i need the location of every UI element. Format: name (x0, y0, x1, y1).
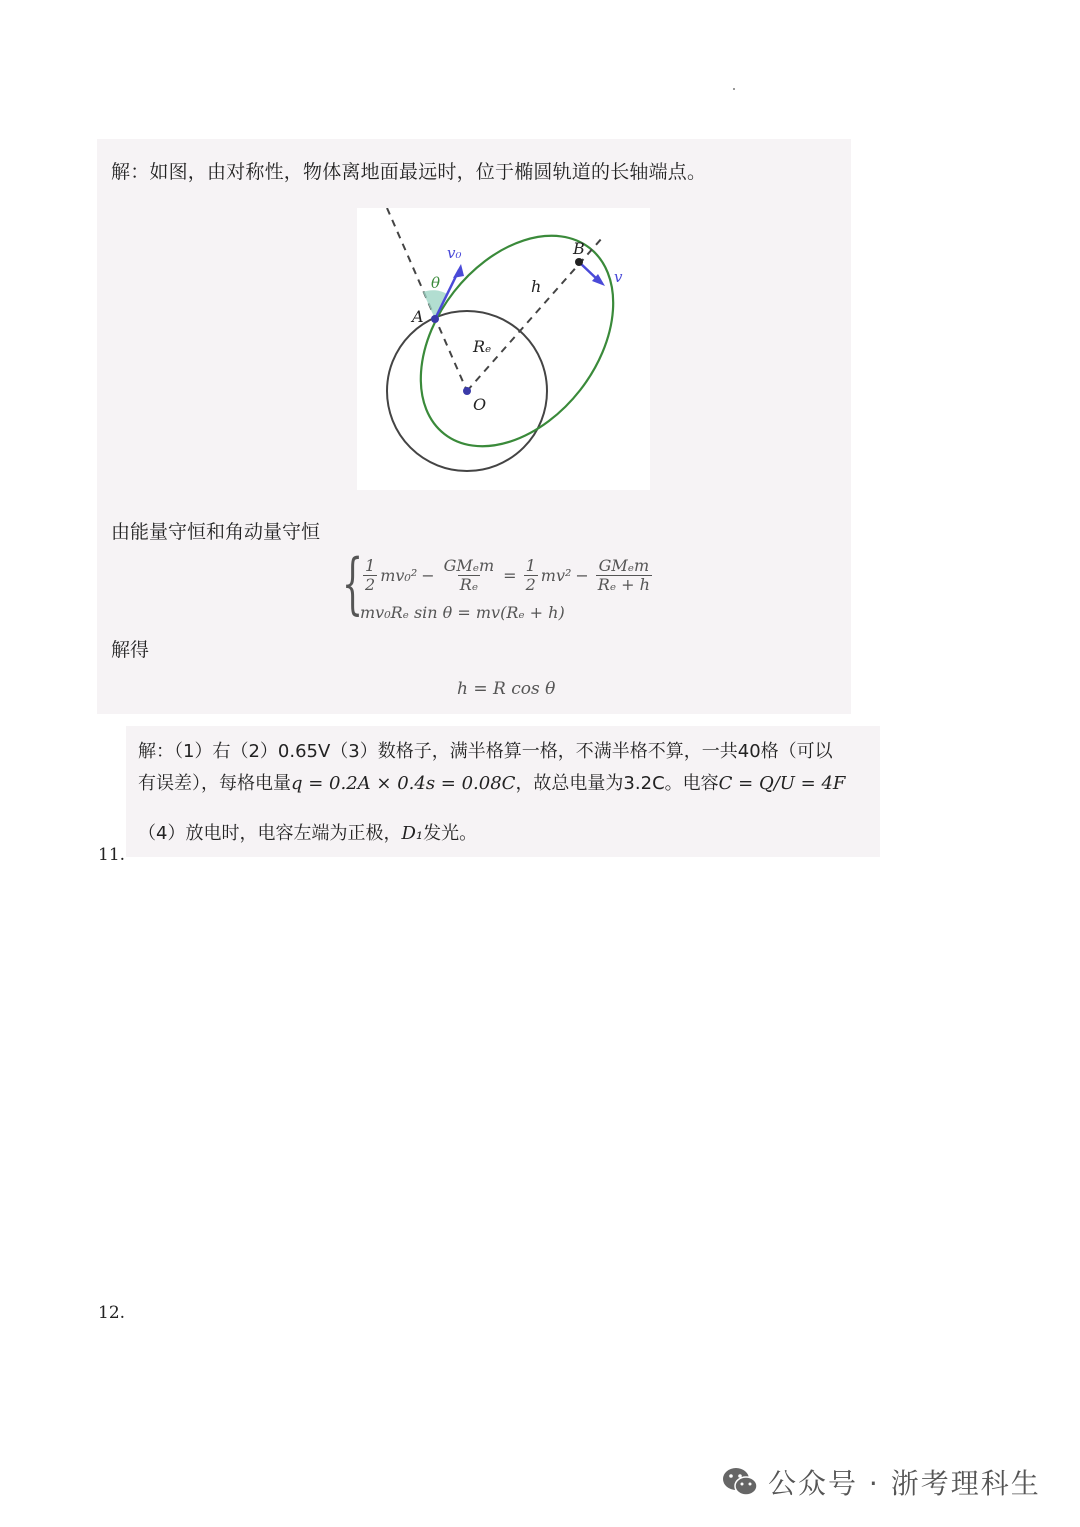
equals-sign: = (503, 566, 517, 585)
orbit-ellipse (381, 208, 650, 483)
term-mv0sq: mv₀² (380, 566, 418, 585)
solution-panel-capacitor (126, 726, 880, 857)
minus-1: − (421, 566, 435, 585)
label-h: h (531, 277, 542, 296)
orbit-diagram (357, 208, 650, 490)
equation-brace: { (342, 545, 363, 622)
question-number-11: 11. (98, 845, 126, 865)
frac-half-2: $\frac{1}{2}$ (525, 556, 536, 594)
solve-label: 解得 (111, 639, 150, 661)
term-mvsq: mv² (540, 566, 572, 585)
point-o (463, 387, 471, 395)
energy-equation (360, 557, 655, 594)
frac-gm-2: $\frac{\text{GMₑm}}{\text{Rₑ + h}}$ (597, 556, 650, 594)
angular-momentum-equation: mv₀Rₑ sin θ = mv(Rₑ + h) (360, 603, 565, 622)
capacitor-line-2: 有误差），每格电量q = 0.2A × 0.4s = 0.08C，故总电量为3.2C。电容C = Q/U = 4F (138, 773, 846, 794)
label-theta: θ (431, 274, 441, 292)
diode-label: D₁ (401, 823, 424, 844)
label-b: B (573, 239, 585, 258)
capacitor-line-3: （4）放电时，电容左端为正极，D₁发光。 (138, 823, 478, 844)
orbit-figure (357, 208, 650, 490)
frac-half-1: $\frac{1}{2}$ (365, 556, 376, 594)
charge-formula: q = 0.2A × 0.4s = 0.08C (291, 773, 516, 794)
footer-text: 公众号 · 浙考理科生 (768, 1467, 1041, 1500)
label-v: v (614, 268, 623, 286)
capacitor-line-1: 解：（1）右（2）0.65V（3）数格子，满半格算一格，不满半格不算，一共40格（可以 (138, 741, 833, 762)
minus-2: − (575, 566, 589, 585)
frac-gm-1: $\frac{\text{GMₑm}}{\text{Rₑ}}$ (443, 556, 495, 594)
wechat-footer (720, 1462, 1041, 1502)
equation-system (342, 545, 682, 627)
label-a: A (412, 307, 424, 326)
v0-arrow-head (453, 264, 464, 278)
point-a (431, 315, 439, 323)
scan-dot (733, 88, 735, 90)
label-re: Rₑ (473, 337, 492, 356)
point-b (575, 258, 583, 266)
conservation-text: 由能量守恒和角动量守恒 (111, 521, 321, 543)
label-o: O (473, 395, 487, 414)
solution-panel-orbit (97, 139, 851, 714)
result-equation: h = R cos θ (457, 679, 556, 699)
intro-text: 解：如图，由对称性，物体离地面最远时，位于椭圆轨道的长轴端点。 (111, 161, 707, 183)
wechat-icon (720, 1462, 760, 1502)
capacitance-formula: C = Q/U = 4F (718, 773, 846, 794)
question-number-12: 12. (98, 1303, 126, 1323)
label-v0: v₀ (447, 244, 462, 262)
